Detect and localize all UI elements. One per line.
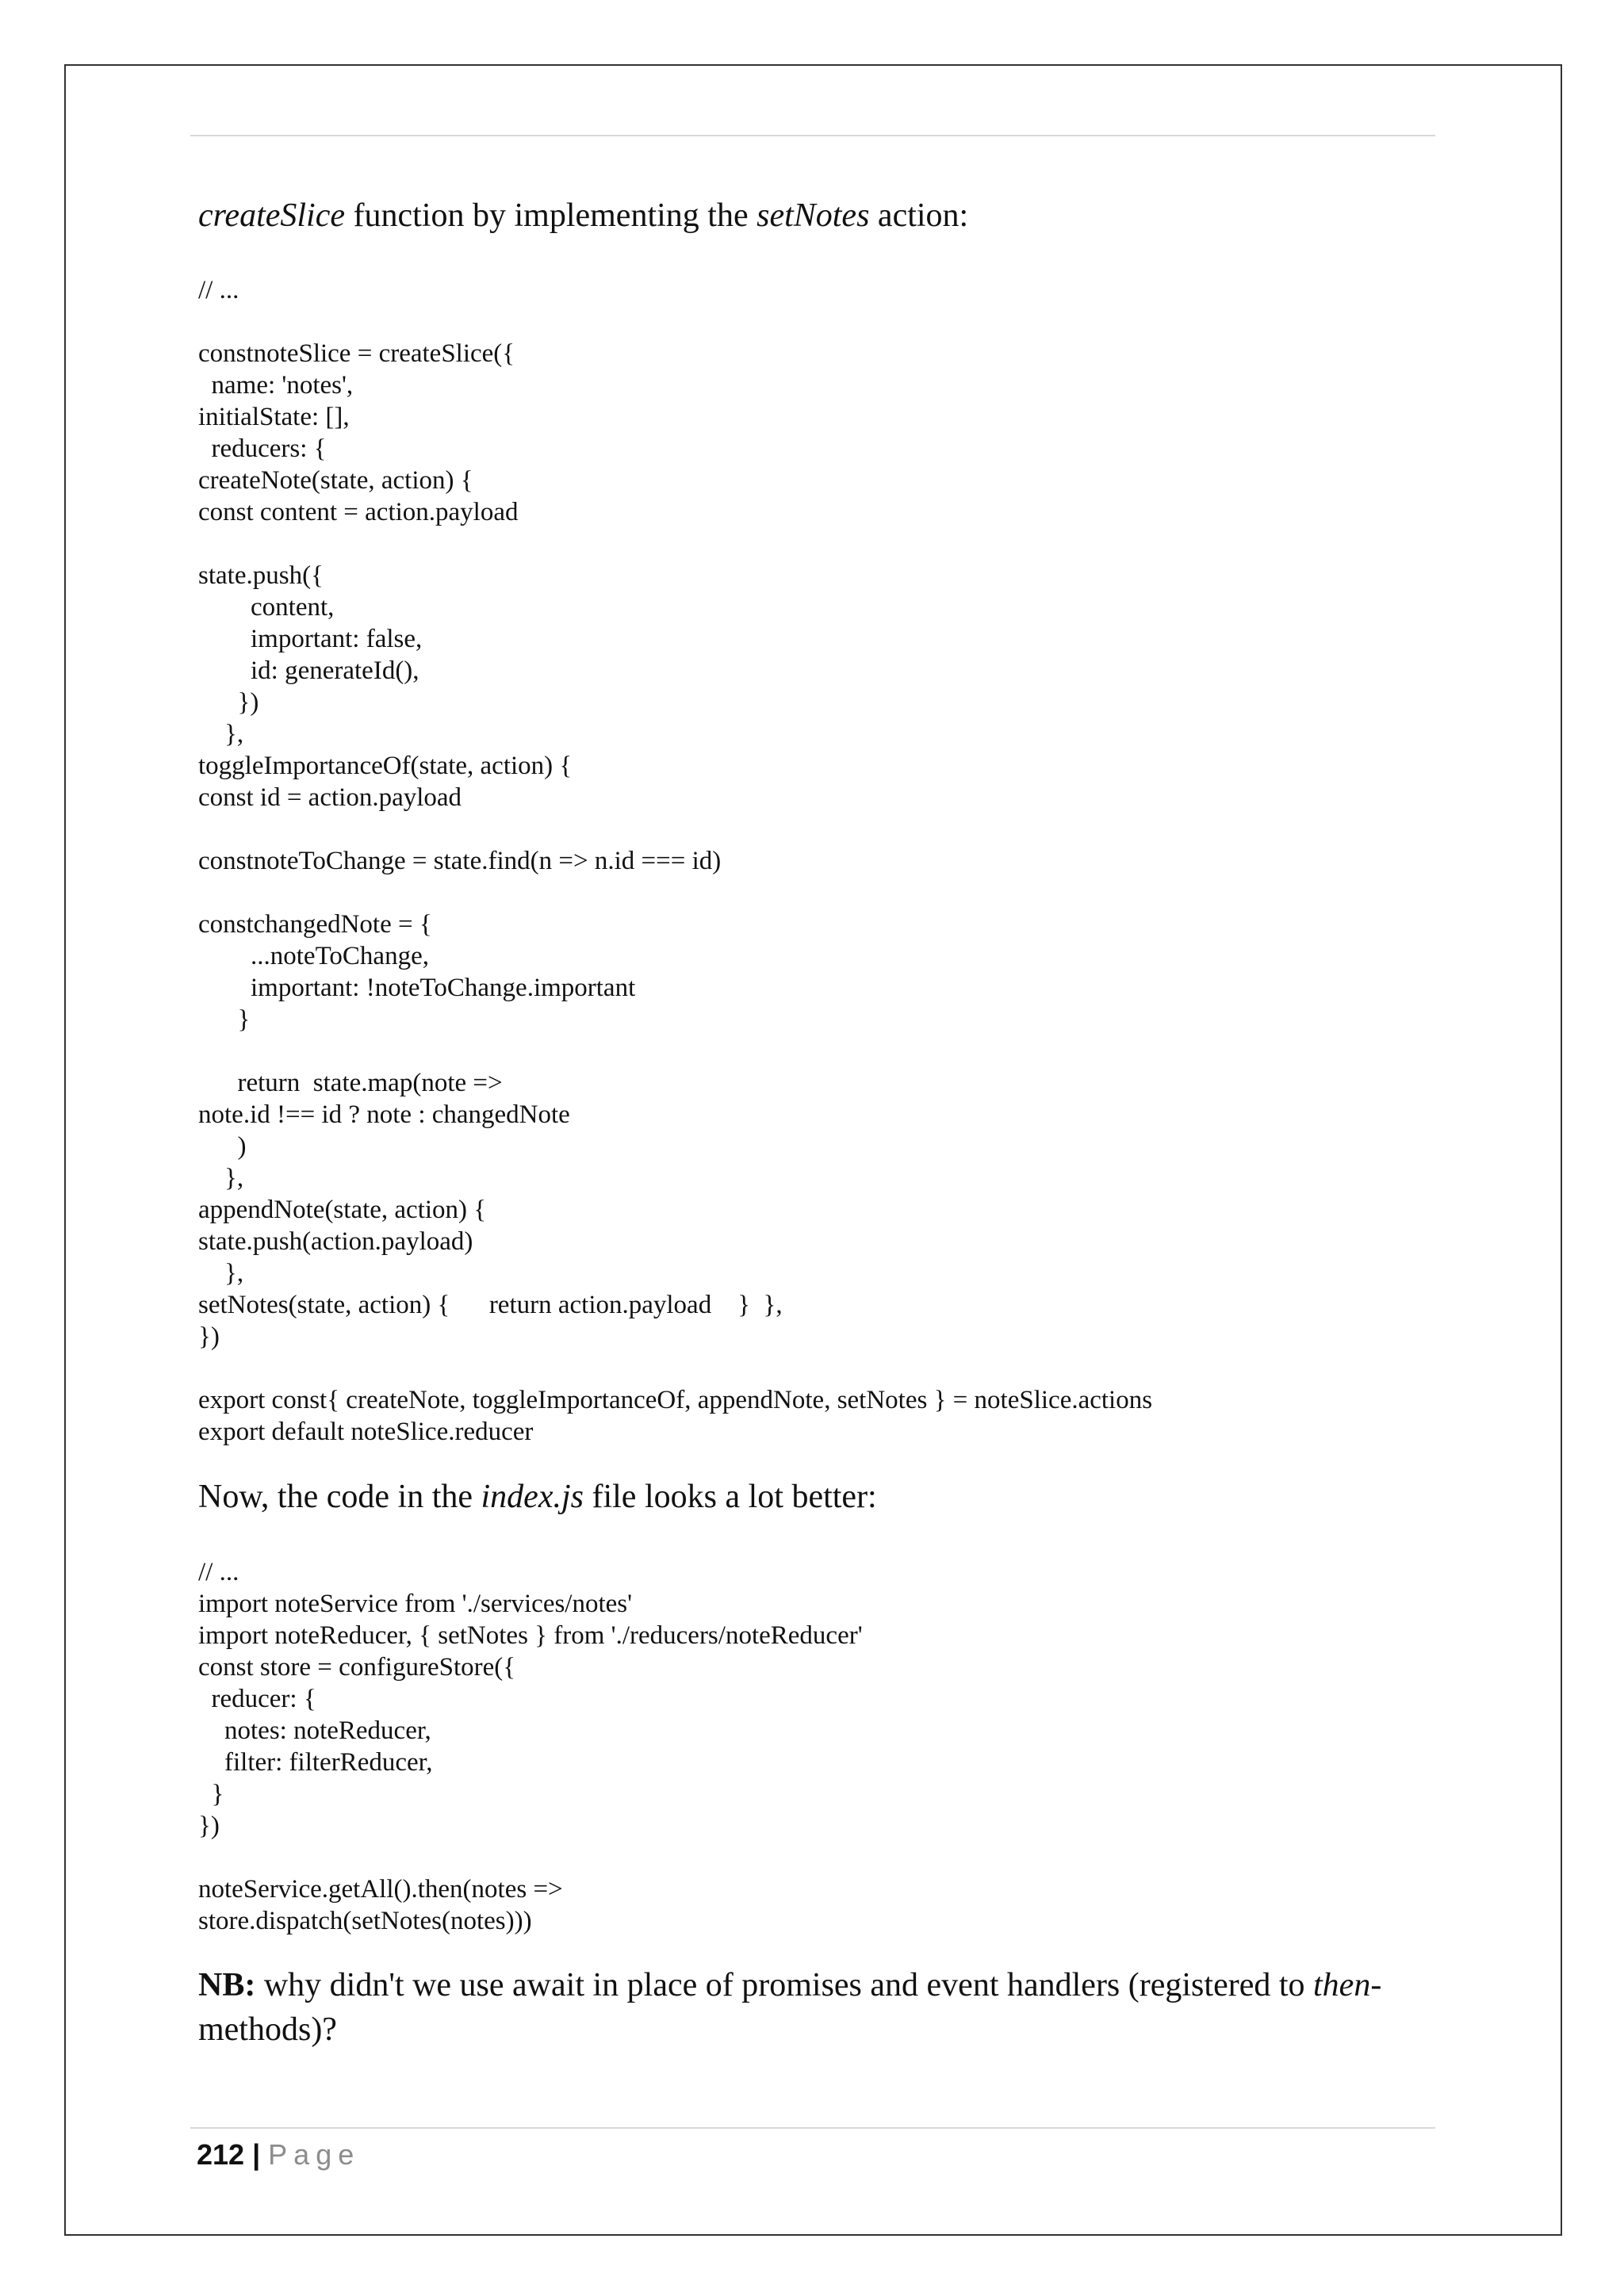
code-line: import noteReducer, { setNotes } from './reducers/noteReducer' <box>198 1621 863 1650</box>
page-word: Page <box>268 2138 361 2171</box>
code-line: id: generateId(), <box>198 656 419 685</box>
code-line: // ... <box>198 276 239 304</box>
nb-then: then <box>1313 1967 1371 2003</box>
code-line: import noteService from './services/notes' <box>198 1590 633 1618</box>
code-block-noteslice <box>198 274 1152 1448</box>
middle-filename: index.js <box>481 1479 584 1515</box>
code-line: }) <box>198 1322 220 1351</box>
code-line: setNotes(state, action) { return action.payload } }, <box>198 1291 783 1319</box>
code-line: }) <box>198 688 259 717</box>
nb-paragraph <box>198 1963 1381 2052</box>
code-block-index <box>198 1556 863 1937</box>
code-line: important: false, <box>198 625 423 653</box>
code-line: export const{ createNote, toggleImportanceOf, appendNote, setNotes } = noteSlice.actions <box>198 1386 1153 1414</box>
nb-line-1 <box>198 1963 1381 2007</box>
code-line: constnoteToChange = state.find(n => n.id === id) <box>198 847 722 875</box>
nb-label: NB: <box>198 1967 256 2003</box>
code-line: }) <box>198 1812 220 1840</box>
code-line: constchangedNote = { <box>198 910 432 939</box>
code-line <box>198 813 1152 845</box>
code-line: // ... <box>198 1558 239 1586</box>
code-line: }, <box>198 720 244 748</box>
code-line: noteService.getAll().then(notes => <box>198 1875 563 1904</box>
code-line: } <box>198 1780 224 1808</box>
code-line: return state.map(note => <box>198 1069 503 1097</box>
footer-rule <box>190 2127 1435 2129</box>
code-line: reducer: { <box>198 1685 316 1713</box>
code-line: }, <box>198 1259 244 1288</box>
code-line: const store = configureStore({ <box>198 1653 516 1682</box>
code-line: } <box>198 1005 251 1034</box>
page-separator: | <box>244 2138 269 2171</box>
nb-hyphen: - <box>1370 1967 1382 2003</box>
code-line: state.push(action.payload) <box>198 1227 473 1256</box>
intro-setnotes: setNotes <box>756 197 870 234</box>
code-line: filter: filterReducer, <box>198 1748 433 1777</box>
code-line: important: !noteToChange.important <box>198 974 636 1002</box>
code-line: }, <box>198 1164 244 1192</box>
code-line: ...noteToChange, <box>198 942 429 970</box>
middle-text-end: file looks a lot better: <box>583 1479 877 1515</box>
code-line: export default noteSlice.reducer <box>198 1418 534 1446</box>
nb-line-2: methods)? <box>198 2011 337 2048</box>
code-line <box>198 306 1152 338</box>
code-line: const id = action.payload <box>198 783 462 812</box>
code-line <box>198 1035 1152 1067</box>
intro-createslice: createSlice <box>198 197 346 234</box>
middle-paragraph <box>198 1475 877 1519</box>
code-line: content, <box>198 593 335 622</box>
code-line <box>198 528 1152 560</box>
header-rule <box>190 135 1435 136</box>
code-line: const content = action.payload <box>198 498 519 526</box>
code-line: reducers: { <box>198 434 327 463</box>
intro-paragraph <box>198 193 968 238</box>
code-line: toggleImportanceOf(state, action) { <box>198 752 573 780</box>
page-footer <box>197 2137 360 2172</box>
code-line: initialState: [], <box>198 403 350 431</box>
code-line: note.id !== id ? note : changedNote <box>198 1100 570 1129</box>
code-line <box>198 1353 1152 1384</box>
code-line <box>198 877 1152 909</box>
middle-text: Now, the code in the <box>198 1479 481 1515</box>
code-line: appendNote(state, action) { <box>198 1196 487 1224</box>
code-line: constnoteSlice = createSlice({ <box>198 339 515 368</box>
intro-text: function by implementing the <box>345 197 757 234</box>
code-line: name: 'notes', <box>198 371 354 400</box>
code-line <box>198 1842 863 1873</box>
nb-text: why didn't we use await in place of promises and event handlers (registered to <box>255 1967 1314 2003</box>
code-line: store.dispatch(setNotes(notes))) <box>198 1907 532 1935</box>
code-line: state.push({ <box>198 561 324 590</box>
code-line: notes: noteReducer, <box>198 1716 431 1745</box>
code-line: createNote(state, action) { <box>198 466 473 495</box>
page-number: 212 <box>197 2138 245 2171</box>
code-line: ) <box>198 1132 247 1161</box>
intro-text-end: action: <box>869 197 969 234</box>
